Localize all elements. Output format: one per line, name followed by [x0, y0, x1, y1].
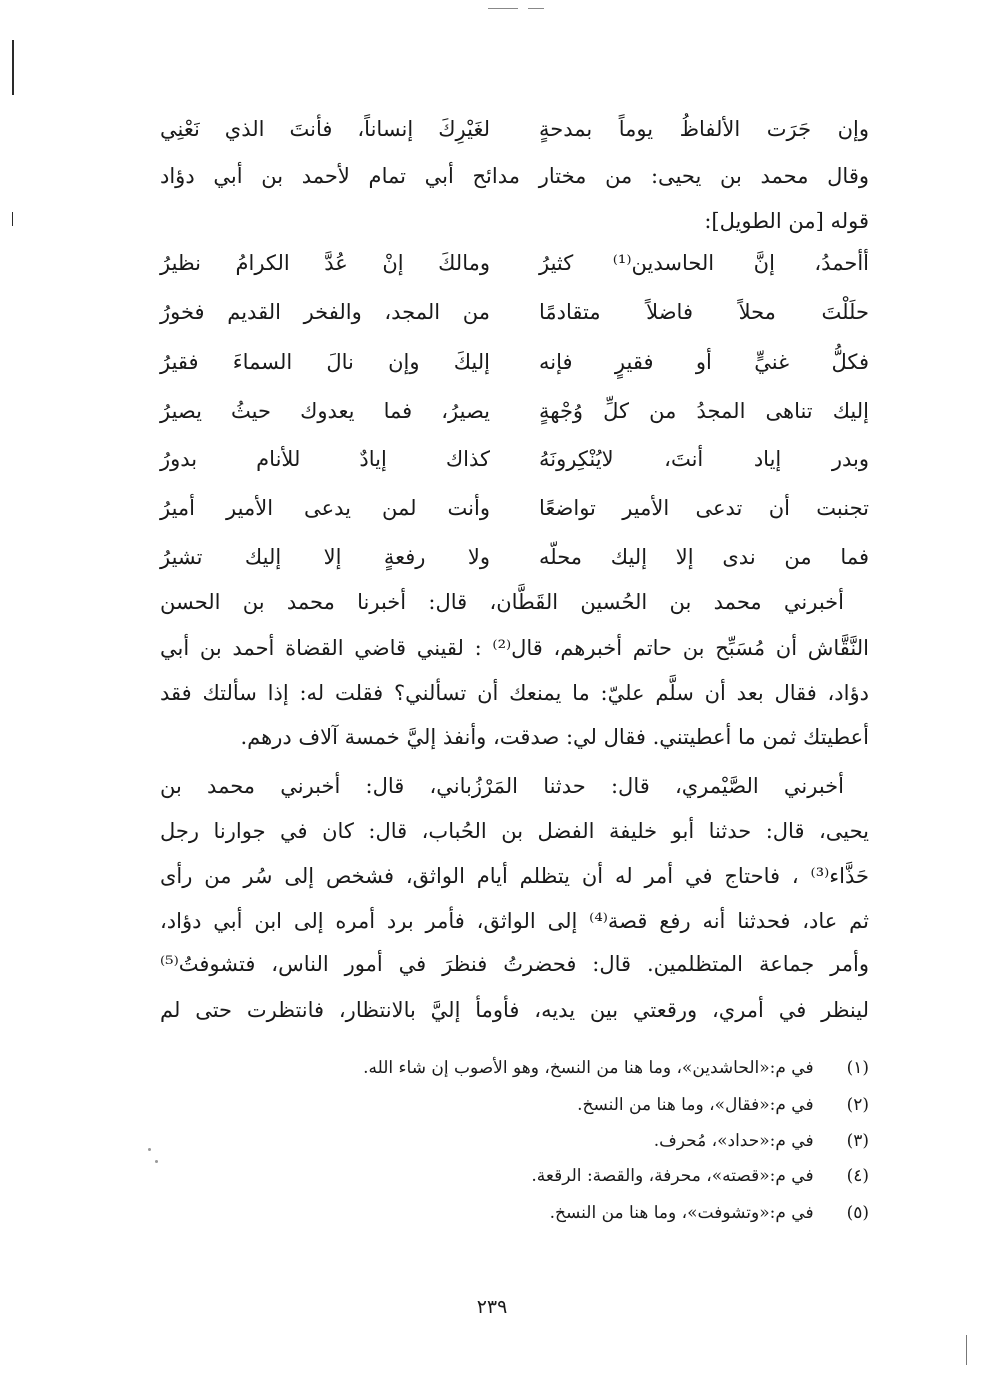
footnote-text: في م:«قصته»، محرفة، والقصة: الرقعة.	[531, 1166, 814, 1186]
poem-verse-top	[160, 117, 869, 157]
hemistich-first: وبدر إياد أنتَ، لايُنْكِرونَهُ	[539, 447, 869, 471]
footnote-text: في م:«وتشوفت»، وما هنا من النسخ.	[549, 1203, 814, 1223]
hemistich-second: كذاك إيادٌ للأنام بدورُ	[160, 447, 490, 471]
margin-rule	[966, 1335, 967, 1365]
paragraph-line: النَّقَّاش أن مُسَبِّح بن حاتم أخبرهم، قال⁽²⁾ : لقيني قاضي القضاة أحمد بن أبي	[160, 636, 869, 660]
hemistich-first: تجنبت أن تدعى الأمير تواضعًا	[539, 496, 869, 520]
hemistich-second: من المجد، والفخر القديم فخورُ	[160, 300, 490, 324]
footnote-number: (٥)	[846, 1203, 869, 1223]
paragraph-line: دؤاد، فقال بعد أن سلَّم عليّ: ما يمنعك أن تسألني؟ فقلت له: إذا سألتك فقد	[160, 681, 869, 705]
poem-verse	[160, 399, 869, 439]
poem-verse	[160, 545, 869, 585]
margin-rule	[12, 40, 14, 95]
paragraph-line: ثم عاد، فحدثنا أنه رفع قصة⁽⁴⁾ إلى الواثق، فأمر برد أمره إلى ابن أبي دؤاد،	[160, 909, 869, 933]
hemistich-second: ومالكَ إنْ عُدَّ الكرامُ نظيرُ	[160, 251, 490, 275]
hemistich-second: ولا رفعةٍ إلا إليك تشيرُ	[160, 545, 490, 569]
poem-verse	[160, 496, 869, 536]
poem-verse	[160, 300, 869, 340]
scan-speck	[155, 1160, 158, 1163]
intro-line: وقال محمد بن يحيى: من مختار مدائح أبي تمام لأحمد بن أبي دؤاد	[160, 164, 869, 188]
hemistich-first: حلَلْتَ محلاً فاضلاً متقادمًا	[539, 300, 869, 324]
poem-verse	[160, 251, 869, 291]
footnote	[577, 1095, 869, 1115]
paragraph-line: أخبرني محمد بن الحُسين القَطَّان، قال: أخبرنا محمد بن الحسن	[160, 590, 844, 614]
paragraph-line: أخبرني الصَّيْمري، قال: حدثنا المَرْزُباني، قال: أخبرني محمد بن	[160, 774, 844, 798]
hemistich-first: إليك تناهى المجدُ من كلِّ وُجْهةٍ	[539, 399, 869, 423]
footnote-number: (٤)	[846, 1166, 869, 1186]
paragraph-line: حَذَّاء⁽³⁾ ، فاحتاج في أمر له أن يتظلم أيام الواثق، فشخص إلى سُر من رأى	[160, 864, 869, 888]
hemistich-first: فما من ندى إلا إليك محلّه	[539, 545, 869, 569]
page-number: ٢٣٩	[476, 1296, 508, 1318]
footnote-number: (٢)	[846, 1095, 869, 1115]
margin-rule	[12, 212, 13, 226]
footnote	[363, 1058, 869, 1078]
footnote	[531, 1166, 869, 1186]
footnote-number: (٣)	[846, 1131, 869, 1151]
hemistich-second: يصيرُ، فما يعدوك حيثُ يصيرُ	[160, 399, 490, 423]
hemistich-second: لغَيْرِكَ إنساناً، فأنتَ الذي نَعْنِي	[160, 117, 490, 141]
footnote-text: في م:«الحاشدين»، وما هنا من النسخ، وهو الأصوب إن شاء الله.	[363, 1058, 814, 1078]
scan-mark-top	[528, 8, 544, 9]
scan-speck	[148, 1148, 151, 1151]
footnote-text: في م:«فقال»، وما هنا من النسخ.	[577, 1095, 814, 1115]
poem-verse	[160, 447, 869, 487]
footnote-number: (١)	[846, 1058, 869, 1078]
footnote	[550, 1203, 869, 1223]
intro-line: قوله [من الطويل]:	[704, 209, 869, 233]
poem-verse	[160, 350, 869, 390]
hemistich-second: إليكَ وإن نالَ السماءَ فقيرُ	[160, 350, 490, 374]
hemistich-second: وأنت لمن يدعى الأمير أميرُ	[160, 496, 490, 520]
hemistich-first: فكلُّ غنيٍّ أو فقيرٍ فإنه	[539, 350, 869, 374]
paragraph-line: يحيى، قال: حدثنا أبو خليفة الفضل بن الحُباب، قال: كان في جوارنا رجل	[160, 819, 869, 843]
scan-mark-top	[488, 8, 518, 9]
paragraph-line: وأمر جماعة المتظلمين. قال: فحضرتُ فنظرَ في أمور الناس، فتشوفتُ⁽⁵⁾	[160, 952, 869, 976]
hemistich-first: وإن جَرَت الألفاظُ يوماً بمدحةٍ	[539, 117, 869, 141]
paragraph-line: لينظر في أمري، ورقعتي بين يديه، فأومأ إليَّ بالانتظار، فانتظرت حتى لم	[160, 998, 869, 1022]
hemistich-first: أأحمدُ، إنَّ الحاسدين⁽¹⁾ كثيرُ	[539, 251, 869, 275]
footnote	[654, 1131, 869, 1151]
paragraph-line: أعطيتك ثمن ما أعطيتني. فقال لي: صدقت، وأنفذ إليَّ خمسة آلاف درهم.	[240, 725, 869, 749]
footnote-text: في م:«حداد»، مُحرف.	[653, 1131, 814, 1151]
